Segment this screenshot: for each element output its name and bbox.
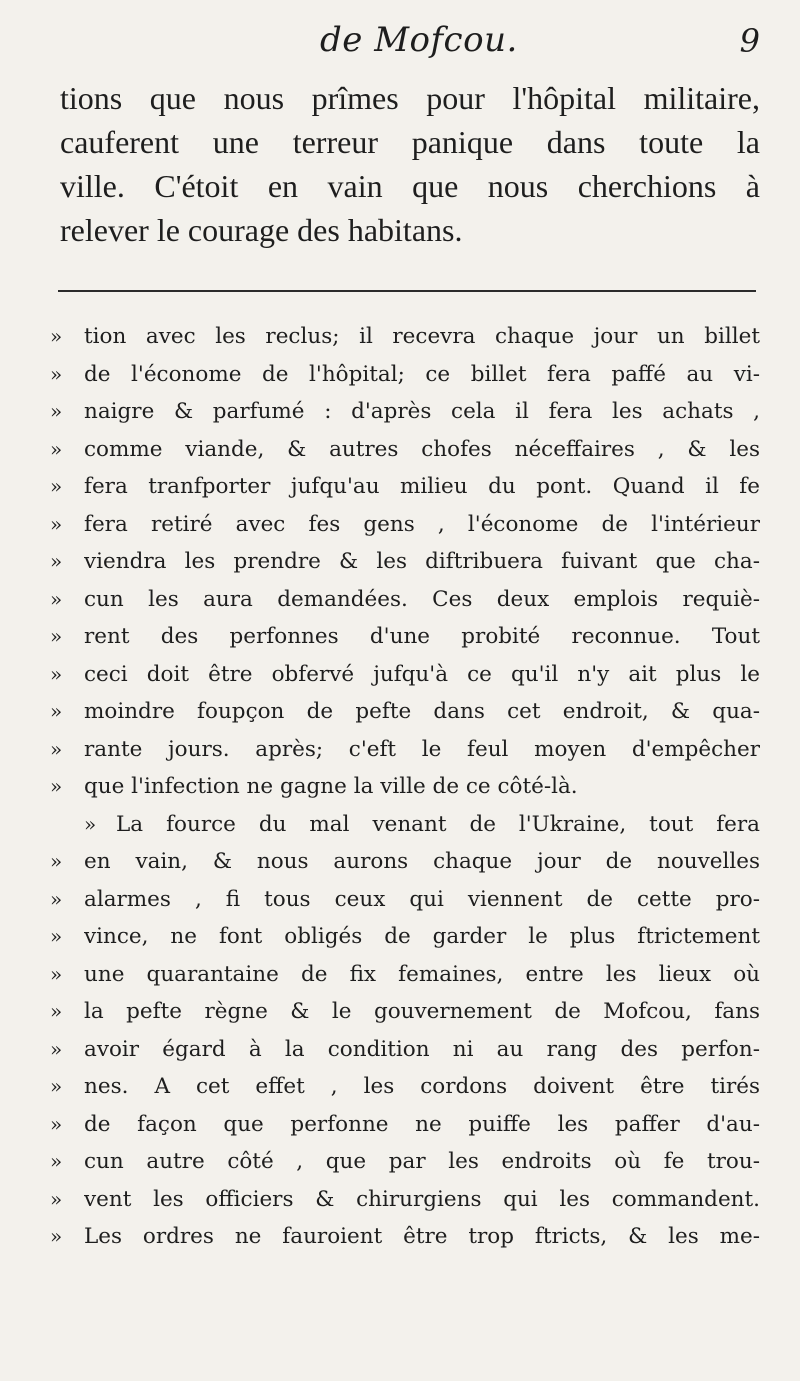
footnote-divider bbox=[58, 290, 756, 292]
quote-mark: » bbox=[50, 774, 63, 798]
quote-mark: » bbox=[50, 361, 63, 386]
main-paragraph bbox=[60, 76, 760, 252]
quote-mark: » bbox=[50, 886, 63, 911]
quote-mark: » bbox=[50, 474, 63, 498]
quote-mark: » bbox=[50, 436, 63, 461]
footnote-line: cun autre côté , que par les endroits où fe trou- bbox=[84, 1149, 760, 1174]
footnote-line: de façon que perfonne ne puiffe les paffer d'au- bbox=[84, 1111, 760, 1137]
footnote-line: cun les aura demandées. Ces deux emplois requiè- bbox=[84, 586, 760, 612]
footnote-line: Les ordres ne fauroient être trop ftricts, & les me- bbox=[84, 1224, 760, 1249]
footnote-line: vince, ne font obligés de garder le plus ftrictement bbox=[84, 924, 760, 949]
running-head bbox=[0, 14, 800, 58]
quote-mark: » bbox=[50, 961, 63, 986]
quote-mark: » bbox=[50, 324, 63, 348]
footnote-line: avoir égard à la condition ni au rang des perfon- bbox=[84, 1036, 760, 1062]
footnote-line: ceci doit être obfervé jufqu'à ce qu'il n'y ait plus le bbox=[84, 661, 760, 687]
quote-mark: » bbox=[50, 1111, 63, 1136]
footnote-line: nes. A cet effet , les cordons doivent être tirés bbox=[84, 1074, 760, 1099]
quote-mark: » bbox=[50, 511, 63, 536]
main-text-line: tions que nous prîmes pour l'hôpital militaire, bbox=[60, 80, 760, 116]
footnote-line: La fource du mal venant de l'Ukraine, tout fera bbox=[116, 811, 760, 837]
footnote-line: moindre foupçon de pefte dans cet endroit, & qua- bbox=[84, 699, 760, 724]
footnote-line: alarmes , fi tous ceux qui viennent de cette pro- bbox=[84, 886, 760, 912]
main-text-line: cauferent une terreur panique dans toute la bbox=[60, 124, 760, 160]
footnote-line: en vain, & nous aurons chaque jour de nouvelles bbox=[84, 849, 760, 874]
footnote-line: une quarantaine de fix femaines, entre les lieux où bbox=[84, 961, 760, 987]
footnote-line: que l'infection ne gagne la ville de ce côté-là. bbox=[84, 774, 578, 799]
quote-mark: » bbox=[50, 849, 63, 873]
quote-mark: » bbox=[50, 1149, 63, 1173]
running-title: de Mofcou. bbox=[320, 20, 518, 60]
quote-mark: » bbox=[50, 699, 63, 723]
footnote-line: tion avec les reclus; il recevra chaque jour un billet bbox=[84, 324, 760, 349]
quote-mark: » bbox=[50, 924, 63, 948]
quote-mark: » bbox=[50, 1074, 63, 1098]
footnote-line: vent les officiers & chirurgiens qui les commandent. bbox=[84, 1186, 760, 1212]
footnote-line: comme viande, & autres chofes néceffaires , & les bbox=[84, 436, 760, 462]
footnote-line: rent des perfonnes d'une probité reconnue. Tout bbox=[84, 624, 760, 649]
quote-mark: » bbox=[84, 811, 97, 836]
footnote-line: fera tranfporter jufqu'au milieu du pont. Quand il fe bbox=[84, 474, 760, 499]
page-number: 9 bbox=[739, 22, 760, 60]
footnote-line: fera retiré avec fes gens , l'économe de l'intérieur bbox=[84, 511, 760, 537]
quote-mark: » bbox=[50, 586, 63, 611]
quote-mark: » bbox=[50, 999, 63, 1023]
quote-mark: » bbox=[50, 549, 63, 573]
main-text-line: ville. C'étoit en vain que nous cherchions à bbox=[60, 168, 760, 204]
footnote-line: naigre & parfumé : d'après cela il fera les achats , bbox=[84, 399, 760, 424]
quote-mark: » bbox=[50, 1036, 63, 1061]
footnote-line: rante jours. après; c'eft le feul moyen d'empêcher bbox=[84, 736, 760, 762]
footnote-block bbox=[50, 318, 760, 1256]
quote-mark: » bbox=[50, 399, 63, 423]
quote-mark: » bbox=[50, 1186, 63, 1211]
quote-mark: » bbox=[50, 624, 63, 648]
footnote-line: viendra les prendre & les diftribuera fuivant que cha- bbox=[84, 549, 760, 574]
quote-mark: » bbox=[50, 1224, 63, 1248]
footnote-line: de l'économe de l'hôpital; ce billet fera paffé au vi- bbox=[84, 361, 760, 387]
quote-mark: » bbox=[50, 661, 63, 686]
main-text-line: relever le courage des habitans. bbox=[60, 212, 463, 248]
quote-mark: » bbox=[50, 736, 63, 761]
footnote-line: la pefte règne & le gouvernement de Mofcou, fans bbox=[84, 999, 760, 1024]
